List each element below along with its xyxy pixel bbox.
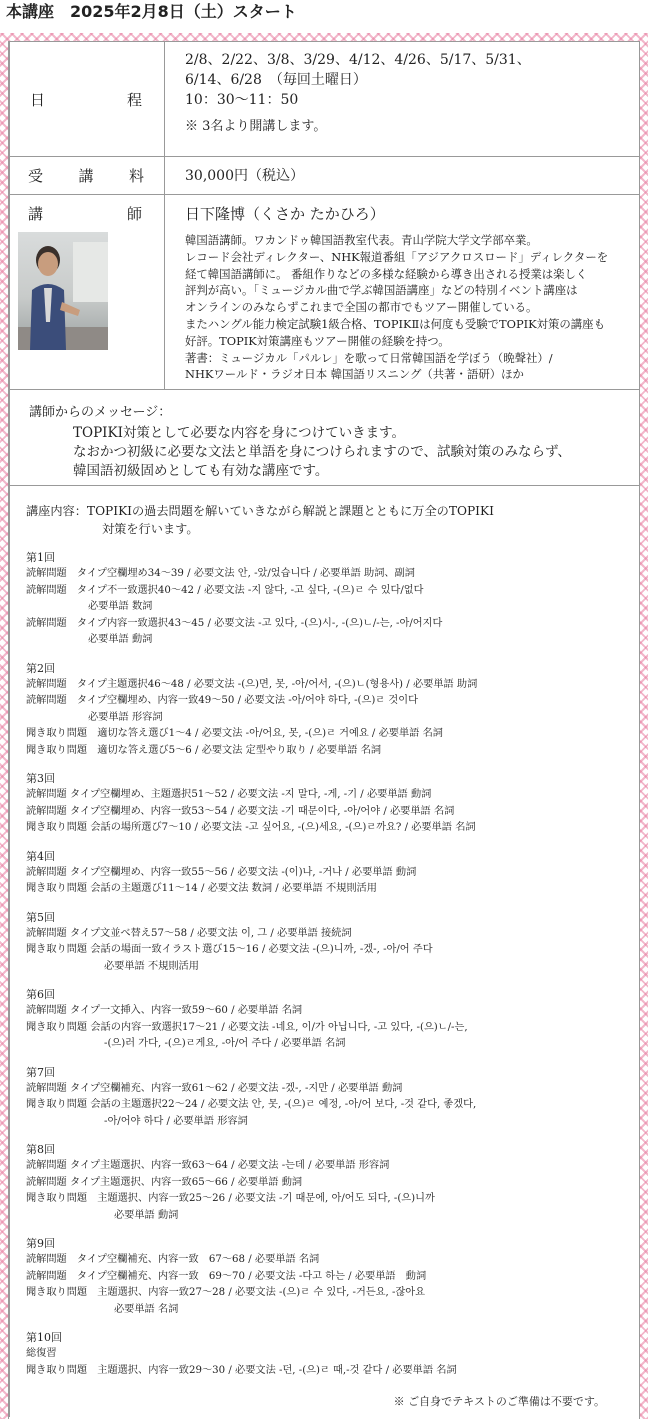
session-block (26, 1330, 633, 1379)
info-table (9, 41, 640, 1417)
session-row: 読解問題 タイプ主題選択46〜48 / 必要文法 -(으)면, 못, -아/어서, -(으)ㄴ(형용사) / 必要単語 助詞 (26, 678, 478, 690)
session-block (26, 661, 633, 760)
session-block (26, 1236, 633, 1318)
session-row: 読解問題 タイプ空欄補充、内容一致 67〜68 / 必要単語 名詞 (26, 1254, 320, 1266)
teacher-photo-image (18, 232, 108, 350)
teacher-bio-line: またハングル能力検定試験1級合格、TOPIKⅡは何度も受験でTOPIK対策の講座も (185, 316, 605, 331)
session-row: 必要単語 形容詞 (88, 711, 163, 723)
session-row: 必要単語 不規則活用 (104, 960, 199, 972)
session-block (26, 1065, 633, 1131)
session-row: 聞き取り問題 適切な答え選び5〜6 / 必要文法 定型やり取り / 必要単語 名詞 (26, 744, 382, 756)
teacher-label-cell (10, 195, 165, 390)
session-row: 聞き取り問題 主題選択、内容一致29〜30 / 必要文法 -던, -(으)ㄹ 때,-것 같다 / 必要単語 名詞 (26, 1364, 457, 1376)
course-cell (10, 486, 640, 1418)
session-title: 第8回 (26, 1143, 55, 1157)
session-row: 必要単語 数詞 (88, 601, 153, 613)
page-header: 本講座 2025年2月8日（土）スタート (6, 2, 297, 21)
schedule-line: 6/14、6/28 （毎回土曜日） (185, 72, 367, 88)
session-row: 聞き取り問題 適切な答え選び1〜4 / 必要文法 -아/어요, 못, -(으)ㄹ 거예요 / 必要単語 名詞 (26, 728, 443, 740)
session-row: 読解問題 タイプ空欄埋め、内容一致55〜56 / 必要文法 -(이)나, -거나 / 必要単語 動詞 (26, 866, 417, 878)
teacher-bio-line: 経て韓国語講師に。 番組作りなどの多様な経験から導き出される授業は楽しく (185, 266, 588, 281)
session-block (26, 771, 633, 837)
session-row: 聞き取り問題 主題選択、内容一致25〜26 / 必要文法 -기 때문에, 아/어도 되다, -(으)니까 (26, 1193, 435, 1205)
message-line: なおかつ初級に必要な文法と単語を身につけられますので、試験対策のみならず、 (73, 444, 571, 461)
session-row: 読解問題 タイプ主題選択、内容一致65〜66 / 必要単語 動詞 (26, 1176, 303, 1188)
session-row: 読解問題 タイプ空欄補充、内容一致61〜62 / 必要文法 -겠-, -지만 / 必要単語 動詞 (26, 1082, 403, 1094)
session-title: 第1回 (26, 551, 55, 565)
session-row: 聞き取り問題 主題選択、内容一致27〜28 / 必要文法 -(으)ㄹ 수 있다, -거든요, -잖아요 (26, 1287, 425, 1299)
message-cell (10, 390, 640, 486)
teacher-bio-line: 好評。TOPIK対策講座もツアー開催の経験を持つ。 (185, 333, 450, 348)
fee-row (10, 157, 640, 195)
session-title: 第3回 (26, 772, 55, 786)
session-row: 必要単語 名詞 (114, 1303, 179, 1315)
pink-hatched-frame (0, 33, 648, 1419)
session-title: 第6回 (26, 988, 55, 1002)
session-row: 聞き取り問題 会話の主題選び11〜14 / 必要文法 数詞 / 必要単語 不規則活用 (26, 883, 377, 895)
session-row: 読解問題 タイプ空欄埋め、主題選択51〜52 / 必要文法 -지 말다, -게, -기 / 必要単語 動詞 (26, 789, 432, 801)
course-row (10, 486, 640, 1418)
session-row: 読解問題 タイプ一文挿入、内容一致59〜60 / 必要単語 名詞 (26, 1005, 303, 1017)
session-row: 読解問題 タイプ文並べ替え57〜58 / 必要文法 이, 그 / 必要単語 接続詞 (26, 927, 352, 939)
session-row: -아/어야 하다 / 必要単語 形容詞 (104, 1115, 248, 1127)
teacher-photo (18, 232, 108, 350)
teacher-name: 日下隆博（くさか たかひろ） (185, 205, 385, 223)
fee-value: 30,000円（税込） (185, 167, 304, 184)
session-block (26, 987, 633, 1053)
session-row: 総復習 (26, 1348, 57, 1360)
course-intro: 講座内容：TOPIKⅠの過去問題を解いていきながら解説と課題とともに万全のTOPIKⅠ (26, 504, 494, 519)
schedule-line: 2/8、2/22、3/8、3/29、4/12、4/26、5/17、5/31、 (185, 52, 531, 68)
content-panel (8, 41, 640, 1419)
session-row: 必要単語 動詞 (114, 1209, 179, 1221)
fee-value-cell (165, 157, 640, 195)
session-block (26, 550, 633, 649)
course-footnote: ※ ご自身でテキストのご準備は不要です。 (393, 1395, 605, 1409)
schedule-row (10, 42, 640, 157)
session-row: 読解問題 タイプ空欄埋め34〜39 / 必要文法 안, -았/었습니다 / 必要単語 助詞、副詞 (26, 568, 415, 580)
message-line: 韓国語初級固めとしても有効な講座です。 (73, 463, 329, 480)
schedule-label: 日 程 (30, 90, 142, 109)
session-block (26, 910, 633, 976)
session-list (26, 550, 633, 1379)
schedule-value-cell (165, 42, 640, 157)
session-row: -(으)러 가다, -(으)ㄹ게요, -아/어 주다 / 必要単語 名詞 (104, 1038, 346, 1050)
session-row: 聞き取り問題 会話の内容一致選択17〜21 / 必要文法 -네요, 이/가 아닙니다, -고 있다, -(으)ㄴ/-는, (26, 1021, 468, 1033)
session-block (26, 849, 633, 898)
course-intro-cont: 対策を行います。 (102, 522, 199, 537)
session-title: 第9回 (26, 1237, 55, 1251)
teacher-row (10, 195, 640, 390)
message-row (10, 390, 640, 486)
session-title: 第5回 (26, 910, 55, 924)
session-title: 第10回 (26, 1331, 62, 1345)
session-row: 読解問題 タイプ空欄埋め、内容一致53〜54 / 必要文法 -기 때문이다, -아/어야 / 必要単語 名詞 (26, 805, 455, 817)
teacher-bio-line: 著書：ミュージカル「パルレ」を歌って日常韓国語を学ぼう（晩聲社）/ (185, 350, 553, 365)
session-row: 読解問題 タイプ空欄埋め、内容一致49〜50 / 必要文法 -아/어야 하다, -(으)ㄹ 것이다 (26, 695, 418, 707)
schedule-line: 10：30〜11：50 (185, 92, 299, 108)
session-row: 聞き取り問題 会話の場面一致イラスト選び15〜16 / 必要文法 -(으)니까, -겠-, -아/어 주다 (26, 944, 433, 956)
message-line: TOPIKⅠ対策として必要な内容を身につけていきます。 (73, 425, 406, 442)
session-row: 読解問題 タイプ主題選択、内容一致63〜64 / 必要文法 -는데 / 必要単語 形容詞 (26, 1160, 390, 1172)
session-row: 聞き取り問題 会話の主題選択22〜24 / 必要文法 안, 못, -(으)ㄹ 예정, -아/어 보다, -것 같다, 좋겠다, (26, 1099, 477, 1111)
schedule-label-cell (10, 42, 165, 157)
teacher-bio-line: NHKワールド・ラジオ日本 韓国語リスニング（共著・語研）ほか (185, 367, 524, 382)
teacher-bio-line: 韓国語講師。ワカンドゥ韓国語教室代表。青山学院大学文学部卒業。 (185, 233, 538, 247)
session-block (26, 1142, 633, 1224)
teacher-value-cell (165, 195, 640, 390)
session-row: 聞き取り問題 会話の場所選び7〜10 / 必要文法 -고 싶어요, -(으)세요, -(으)ㄹ까요? / 必要単語 名詞 (26, 822, 476, 834)
session-row: 読解問題 タイプ空欄補充、内容一致 69〜70 / 必要文法 -다고 하는 / 必要単語 動詞 (26, 1270, 427, 1282)
teacher-bio-line: レコード会社ディレクター、NHK報道番組「アジアクロスロード」ディレクターを (185, 249, 609, 264)
teacher-label: 講 師 (28, 205, 142, 223)
teacher-bio-line: オンラインのみならずこれまで全国の都市でもツアー開催している。 (185, 300, 538, 315)
session-title: 第7回 (26, 1065, 55, 1079)
session-row: 必要単語 動詞 (88, 634, 153, 646)
fee-label: 受 講 料 (28, 167, 144, 185)
session-row: 読解問題 タイプ内容一致選択43〜45 / 必要文法 -고 있다, -(으)시-, -(으)ㄴ/-는, -아/어지다 (26, 617, 443, 629)
session-title: 第2回 (26, 661, 55, 675)
message-title: 講師からのメッセージ： (29, 405, 172, 421)
fee-label-cell (10, 157, 165, 195)
session-title: 第4回 (26, 849, 55, 863)
schedule-note: ※ 3名より開講します。 (185, 119, 327, 134)
teacher-bio-line: 評判が高い。「ミュージカル曲で学ぶ韓国語講座」などの特別イベント講座は (185, 283, 578, 298)
session-row: 読解問題 タイプ不一致選択40〜42 / 必要文法 -지 않다, -고 싶다, -(으)ㄹ 수 있다/없다 (26, 584, 424, 596)
